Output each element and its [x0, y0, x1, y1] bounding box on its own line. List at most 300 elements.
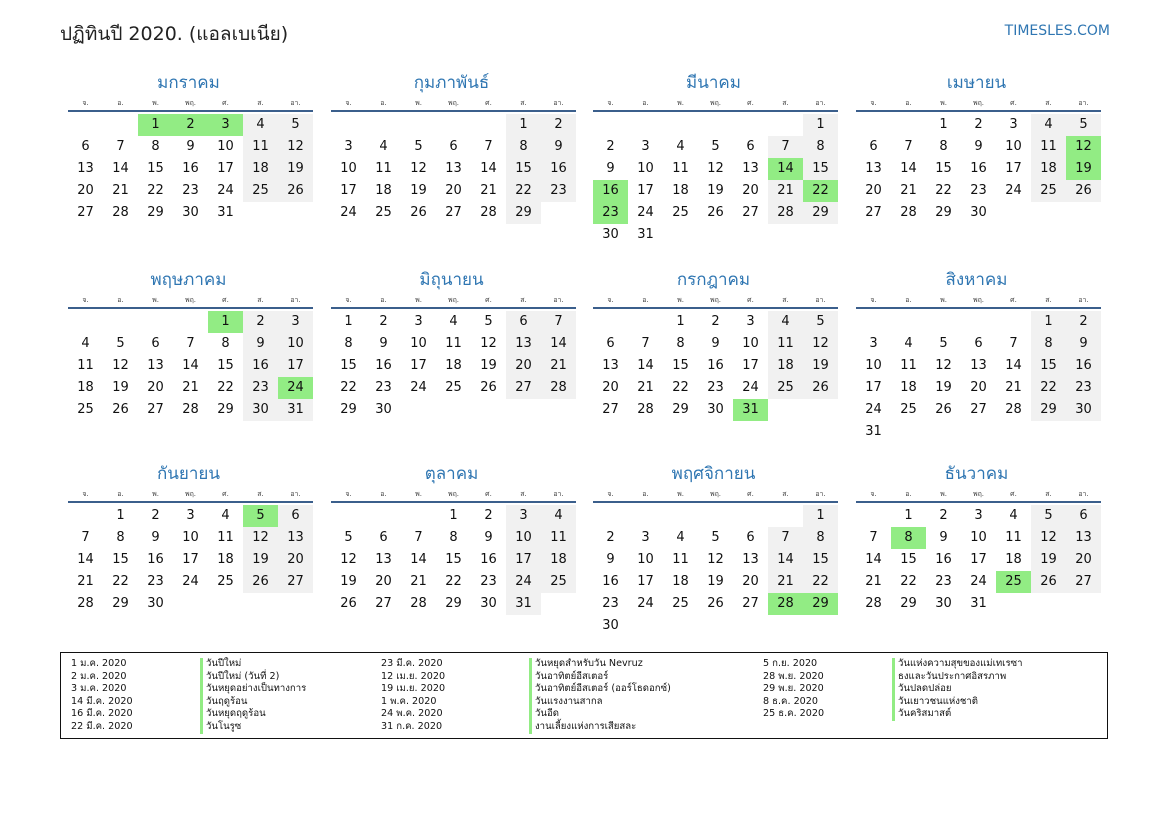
day-cell: 15 — [506, 158, 541, 180]
day-cell: 20 — [445, 183, 462, 198]
day-grid — [68, 114, 313, 224]
month-title: มีนาคม — [686, 73, 741, 93]
day-cell: 2 — [606, 530, 615, 545]
day-cell: 8 — [116, 530, 125, 545]
weekday-header — [68, 97, 313, 110]
day-cell: 11 — [445, 336, 462, 351]
day-cell: 21 — [1005, 380, 1022, 395]
month-calendar — [331, 269, 576, 421]
page-title: ปฏิทินปี 2020. (แอลเบเนีย) — [60, 23, 289, 45]
header-rule — [331, 307, 576, 309]
day-cell: 4 — [676, 139, 685, 154]
day-cell: 5 — [803, 311, 838, 333]
day-cell: 6 — [81, 139, 90, 154]
weekday-header — [593, 294, 838, 307]
holiday-day: 2 — [173, 114, 208, 136]
header-rule — [68, 110, 313, 112]
day-cell: 1 — [803, 505, 838, 527]
weekday-label: จ. — [82, 99, 89, 107]
day-cell: 23 — [541, 180, 576, 202]
day-cell: 11 — [900, 358, 917, 373]
day-cell: 17 — [278, 355, 313, 377]
weekday-header — [593, 488, 838, 501]
day-cell: 22 — [112, 574, 129, 589]
day-cell: 15 — [935, 161, 952, 176]
day-cell: 5 — [711, 530, 720, 545]
day-cell: 10 — [506, 527, 541, 549]
day-cell: 14 — [410, 552, 427, 567]
month-calendar — [593, 72, 838, 246]
weekday-label: พ. — [940, 296, 947, 304]
day-cell: 13 — [602, 358, 619, 373]
legend-names-col-2 — [529, 658, 671, 734]
day-cell: 26 — [243, 571, 278, 593]
legend-date: 25 ธ.ค. 2020 — [763, 708, 825, 720]
day-cell: 25 — [445, 380, 462, 395]
day-cell: 8 — [449, 530, 458, 545]
day-cell: 24 — [217, 183, 234, 198]
weekday-label: อา. — [290, 99, 301, 107]
day-cell: 18 — [672, 183, 689, 198]
day-cell: 2 — [151, 508, 160, 523]
day-cell: 29 — [445, 596, 462, 611]
day-cell: 25 — [672, 596, 689, 611]
day-cell: 9 — [606, 161, 615, 176]
weekday-label: จ. — [82, 490, 89, 498]
day-cell: 15 — [900, 552, 917, 567]
day-cell: 29 — [112, 596, 129, 611]
day-cell: 13 — [865, 161, 882, 176]
day-cell: 20 — [147, 380, 164, 395]
weekday-label: ศ. — [1010, 490, 1017, 498]
empty-cell — [366, 505, 401, 527]
day-cell: 17 — [182, 552, 199, 567]
day-cell: 12 — [935, 358, 952, 373]
day-cell: 20 — [865, 183, 882, 198]
legend-date: 24 พ.ค. 2020 — [381, 708, 443, 720]
day-cell: 5 — [278, 114, 313, 136]
day-cell: 18 — [541, 549, 576, 571]
day-cell: 3 — [414, 314, 423, 329]
day-cell: 24 — [340, 205, 357, 220]
weekday-label: อา. — [553, 99, 564, 107]
day-cell: 23 — [707, 380, 724, 395]
day-cell: 23 — [243, 377, 278, 399]
day-cell: 28 — [865, 596, 882, 611]
legend-date: 2 ม.ค. 2020 — [71, 670, 127, 682]
weekday-label: อ. — [117, 99, 124, 107]
day-cell: 13 — [742, 552, 759, 567]
day-cell: 12 — [480, 336, 497, 351]
day-cell: 15 — [445, 552, 462, 567]
day-cell: 21 — [112, 183, 129, 198]
day-cell: 12 — [112, 358, 129, 373]
weekday-label: ส. — [257, 99, 264, 107]
day-cell: 17 — [970, 552, 987, 567]
empty-cell — [663, 505, 698, 527]
day-cell: 17 — [217, 161, 234, 176]
day-cell: 11 — [1005, 530, 1022, 545]
day-cell: 9 — [974, 139, 983, 154]
day-cell: 26 — [935, 402, 952, 417]
day-cell: 18 — [1005, 552, 1022, 567]
day-cell: 4 — [1031, 114, 1066, 136]
weekday-label: จ. — [345, 296, 352, 304]
day-cell: 23 — [375, 380, 392, 395]
legend-date: 31 ก.ค. 2020 — [381, 720, 443, 732]
day-cell: 26 — [707, 596, 724, 611]
day-cell: 5 — [939, 336, 948, 351]
day-cell: 5 — [484, 314, 493, 329]
day-cell: 1 — [449, 508, 458, 523]
day-cell: 3 — [278, 311, 313, 333]
holiday-day: 28 — [768, 593, 803, 615]
weekday-label: พฤ. — [972, 99, 985, 107]
day-cell: 8 — [803, 527, 838, 549]
header-rule — [856, 110, 1101, 112]
day-cell: 6 — [746, 530, 755, 545]
empty-cell — [628, 505, 663, 527]
empty-cell — [698, 114, 733, 136]
day-cell: 10 — [278, 333, 313, 355]
day-cell: 18 — [445, 358, 462, 373]
empty-cell — [768, 114, 803, 136]
day-cell: 24 — [410, 380, 427, 395]
day-cell: 5 — [414, 139, 423, 154]
day-cell: 12 — [803, 333, 838, 355]
day-cell: 15 — [803, 158, 838, 180]
day-cell: 6 — [746, 139, 755, 154]
legend-holiday-name: วันหยุดสำหรับวัน Nevruz — [535, 658, 643, 669]
day-cell: 1 — [506, 114, 541, 136]
day-cell: 24 — [865, 402, 882, 417]
day-grid — [68, 311, 313, 421]
day-cell: 18 — [243, 158, 278, 180]
weekday-label: ส. — [257, 490, 264, 498]
day-cell: 28 — [77, 596, 94, 611]
weekday-header — [331, 488, 576, 501]
weekday-label: ส. — [1045, 99, 1052, 107]
weekday-label: พฤ. — [447, 296, 460, 304]
legend-date: 19 เม.ย. 2020 — [381, 683, 446, 695]
site-link[interactable]: TIMESLES.COM — [1004, 23, 1110, 39]
day-cell: 13 — [742, 161, 759, 176]
day-cell: 18 — [77, 380, 94, 395]
day-cell: 12 — [707, 552, 724, 567]
legend-holiday-name: วันปีใหม่ — [206, 658, 242, 669]
day-cell: 3 — [869, 336, 878, 351]
day-cell: 8 — [939, 139, 948, 154]
month-title: ธันวาคม — [944, 464, 1009, 484]
day-cell: 29 — [506, 202, 541, 224]
day-cell: 12 — [1031, 527, 1066, 549]
weekday-label: อา. — [553, 296, 564, 304]
day-cell: 7 — [768, 136, 803, 158]
day-cell: 23 — [970, 183, 987, 198]
day-cell: 24 — [970, 574, 987, 589]
legend-names-col-3 — [892, 658, 1023, 721]
empty-cell — [593, 114, 628, 136]
weekday-label: จ. — [345, 99, 352, 107]
day-cell: 9 — [484, 530, 493, 545]
day-cell: 18 — [768, 355, 803, 377]
day-cell: 29 — [803, 202, 838, 224]
day-cell: 17 — [506, 549, 541, 571]
day-cell: 4 — [379, 139, 388, 154]
day-cell: 9 — [939, 530, 948, 545]
day-cell: 31 — [970, 596, 987, 611]
month-calendar — [856, 72, 1101, 224]
day-cell: 25 — [1031, 180, 1066, 202]
weekday-label: อา. — [1078, 296, 1089, 304]
day-cell: 19 — [480, 358, 497, 373]
day-cell: 1 — [904, 508, 913, 523]
day-cell: 11 — [243, 136, 278, 158]
day-cell: 20 — [506, 355, 541, 377]
weekday-label: อ. — [905, 490, 912, 498]
day-cell: 11 — [375, 161, 392, 176]
day-cell: 10 — [865, 358, 882, 373]
day-cell: 24 — [1005, 183, 1022, 198]
day-cell: 25 — [217, 574, 234, 589]
day-cell: 4 — [768, 311, 803, 333]
header-rule — [593, 501, 838, 503]
day-cell: 1 — [116, 508, 125, 523]
empty-cell — [68, 311, 103, 333]
weekday-label: ศ. — [747, 490, 754, 498]
weekday-label: พฤ. — [709, 490, 722, 498]
day-cell: 3 — [641, 139, 650, 154]
day-cell: 28 — [768, 202, 803, 224]
empty-cell — [628, 114, 663, 136]
day-cell: 19 — [112, 380, 129, 395]
empty-cell — [173, 311, 208, 333]
day-cell: 6 — [278, 505, 313, 527]
day-cell: 21 — [77, 574, 94, 589]
day-cell: 31 — [865, 424, 882, 439]
day-cell: 6 — [506, 311, 541, 333]
day-cell: 14 — [1005, 358, 1022, 373]
month-title: สิงหาคม — [945, 270, 1008, 290]
day-cell: 25 — [900, 402, 917, 417]
day-cell: 8 — [344, 336, 353, 351]
weekday-label: ศ. — [222, 99, 229, 107]
day-cell: 29 — [217, 402, 234, 417]
day-cell: 13 — [445, 161, 462, 176]
day-cell: 28 — [541, 377, 576, 399]
day-cell: 25 — [672, 205, 689, 220]
day-cell: 3 — [641, 530, 650, 545]
day-cell: 15 — [217, 358, 234, 373]
header-rule — [856, 307, 1101, 309]
day-cell: 24 — [637, 205, 654, 220]
empty-cell — [628, 311, 663, 333]
weekday-label: ส. — [520, 490, 527, 498]
day-cell: 30 — [375, 402, 392, 417]
day-cell: 18 — [1031, 158, 1066, 180]
day-cell: 18 — [217, 552, 234, 567]
weekday-label: อ. — [642, 296, 649, 304]
day-cell: 22 — [445, 574, 462, 589]
empty-cell — [733, 114, 768, 136]
day-cell: 30 — [970, 205, 987, 220]
day-cell: 7 — [1009, 336, 1018, 351]
day-cell: 14 — [480, 161, 497, 176]
day-cell: 8 — [151, 139, 160, 154]
day-grid — [856, 311, 1101, 443]
weekday-header — [68, 488, 313, 501]
month-title: พฤษภาคม — [150, 270, 227, 290]
weekday-label: ศ. — [747, 99, 754, 107]
day-cell: 1 — [676, 314, 685, 329]
day-cell: 15 — [672, 358, 689, 373]
day-cell: 1 — [939, 117, 948, 132]
day-cell: 25 — [77, 402, 94, 417]
weekday-label: อ. — [117, 490, 124, 498]
day-cell: 2 — [939, 508, 948, 523]
weekday-label: พ. — [940, 99, 947, 107]
day-cell: 12 — [243, 527, 278, 549]
weekday-header — [331, 97, 576, 110]
day-cell: 17 — [1005, 161, 1022, 176]
weekday-label: อ. — [380, 296, 387, 304]
day-cell: 11 — [672, 552, 689, 567]
day-cell: 4 — [449, 314, 458, 329]
weekday-label: ศ. — [485, 490, 492, 498]
legend-holiday-name: วันอาทิตย์อีสเตอร์ (ออร์โธดอกซ์) — [535, 683, 671, 695]
legend-date: 8 ธ.ค. 2020 — [763, 695, 818, 707]
day-cell: 27 — [742, 205, 759, 220]
day-cell: 29 — [147, 205, 164, 220]
day-cell: 22 — [803, 571, 838, 593]
weekday-label: พ. — [940, 490, 947, 498]
day-cell: 31 — [217, 205, 234, 220]
legend-date: 28 พ.ย. 2020 — [763, 670, 824, 682]
empty-cell — [891, 311, 926, 333]
day-cell: 2 — [606, 139, 615, 154]
day-cell: 9 — [541, 136, 576, 158]
weekday-label: พ. — [677, 296, 684, 304]
day-grid — [593, 311, 838, 421]
holiday-day: 25 — [996, 571, 1031, 593]
month-title: พฤศจิกายน — [671, 464, 756, 484]
day-cell: 7 — [541, 311, 576, 333]
day-cell: 27 — [1066, 571, 1101, 593]
day-cell: 3 — [344, 139, 353, 154]
day-cell: 7 — [484, 139, 493, 154]
day-cell: 26 — [340, 596, 357, 611]
day-cell: 4 — [541, 505, 576, 527]
weekday-label: ศ. — [1010, 296, 1017, 304]
day-cell: 14 — [768, 549, 803, 571]
day-cell: 30 — [182, 205, 199, 220]
day-cell: 22 — [217, 380, 234, 395]
day-cell: 10 — [1005, 139, 1022, 154]
day-cell: 27 — [865, 205, 882, 220]
day-cell: 27 — [506, 377, 541, 399]
day-cell: 25 — [243, 180, 278, 202]
day-cell: 8 — [803, 136, 838, 158]
month-title: กรกฎาคม — [676, 270, 751, 290]
weekday-label: พ. — [415, 490, 422, 498]
weekday-header — [856, 97, 1101, 110]
day-cell: 5 — [1031, 505, 1066, 527]
day-cell: 27 — [602, 402, 619, 417]
day-cell: 18 — [900, 380, 917, 395]
day-cell: 21 — [637, 380, 654, 395]
day-cell: 6 — [151, 336, 160, 351]
day-cell: 28 — [480, 205, 497, 220]
day-cell: 25 — [768, 377, 803, 399]
day-cell: 22 — [340, 380, 357, 395]
legend-date: 1 ม.ค. 2020 — [71, 658, 127, 669]
day-cell: 18 — [672, 574, 689, 589]
day-cell: 1 — [803, 114, 838, 136]
day-cell: 4 — [1009, 508, 1018, 523]
day-cell: 4 — [676, 530, 685, 545]
day-cell: 16 — [541, 158, 576, 180]
day-cell: 6 — [379, 530, 388, 545]
legend-holiday-name: วันหยุดฤดูร้อน — [206, 708, 266, 720]
day-cell: 16 — [375, 358, 392, 373]
holiday-day: 23 — [593, 202, 628, 224]
day-cell: 21 — [768, 571, 803, 593]
day-cell: 4 — [81, 336, 90, 351]
day-cell: 27 — [742, 596, 759, 611]
day-cell: 25 — [375, 205, 392, 220]
day-cell: 30 — [147, 596, 164, 611]
day-cell: 8 — [1031, 333, 1066, 355]
day-cell: 9 — [606, 552, 615, 567]
day-cell: 9 — [1066, 333, 1101, 355]
day-cell: 21 — [410, 574, 427, 589]
day-cell: 11 — [768, 333, 803, 355]
holiday-day: 1 — [208, 311, 243, 333]
weekday-label: ส. — [782, 296, 789, 304]
weekday-label: ส. — [782, 99, 789, 107]
weekday-label: พ. — [152, 490, 159, 498]
weekday-label: พฤ. — [972, 296, 985, 304]
day-cell: 7 — [904, 139, 913, 154]
day-cell: 15 — [147, 161, 164, 176]
month-title: มิถุนายน — [419, 270, 484, 290]
day-cell: 20 — [742, 574, 759, 589]
day-cell: 7 — [186, 336, 195, 351]
day-cell: 22 — [672, 380, 689, 395]
day-cell: 30 — [243, 399, 278, 421]
day-cell: 19 — [340, 574, 357, 589]
day-cell: 19 — [1031, 549, 1066, 571]
empty-cell — [68, 114, 103, 136]
day-cell: 12 — [278, 136, 313, 158]
empty-cell — [436, 114, 471, 136]
weekday-label: พ. — [677, 99, 684, 107]
day-cell: 19 — [278, 158, 313, 180]
day-cell: 16 — [707, 358, 724, 373]
weekday-label: ศ. — [222, 296, 229, 304]
month-calendar — [856, 463, 1101, 615]
weekday-label: พ. — [152, 99, 159, 107]
empty-cell — [366, 114, 401, 136]
day-cell: 30 — [480, 596, 497, 611]
day-cell: 15 — [803, 549, 838, 571]
day-cell: 10 — [637, 552, 654, 567]
holiday-day: 8 — [891, 527, 926, 549]
day-cell: 23 — [182, 183, 199, 198]
day-cell: 11 — [541, 527, 576, 549]
day-cell: 10 — [217, 139, 234, 154]
empty-cell — [926, 311, 961, 333]
